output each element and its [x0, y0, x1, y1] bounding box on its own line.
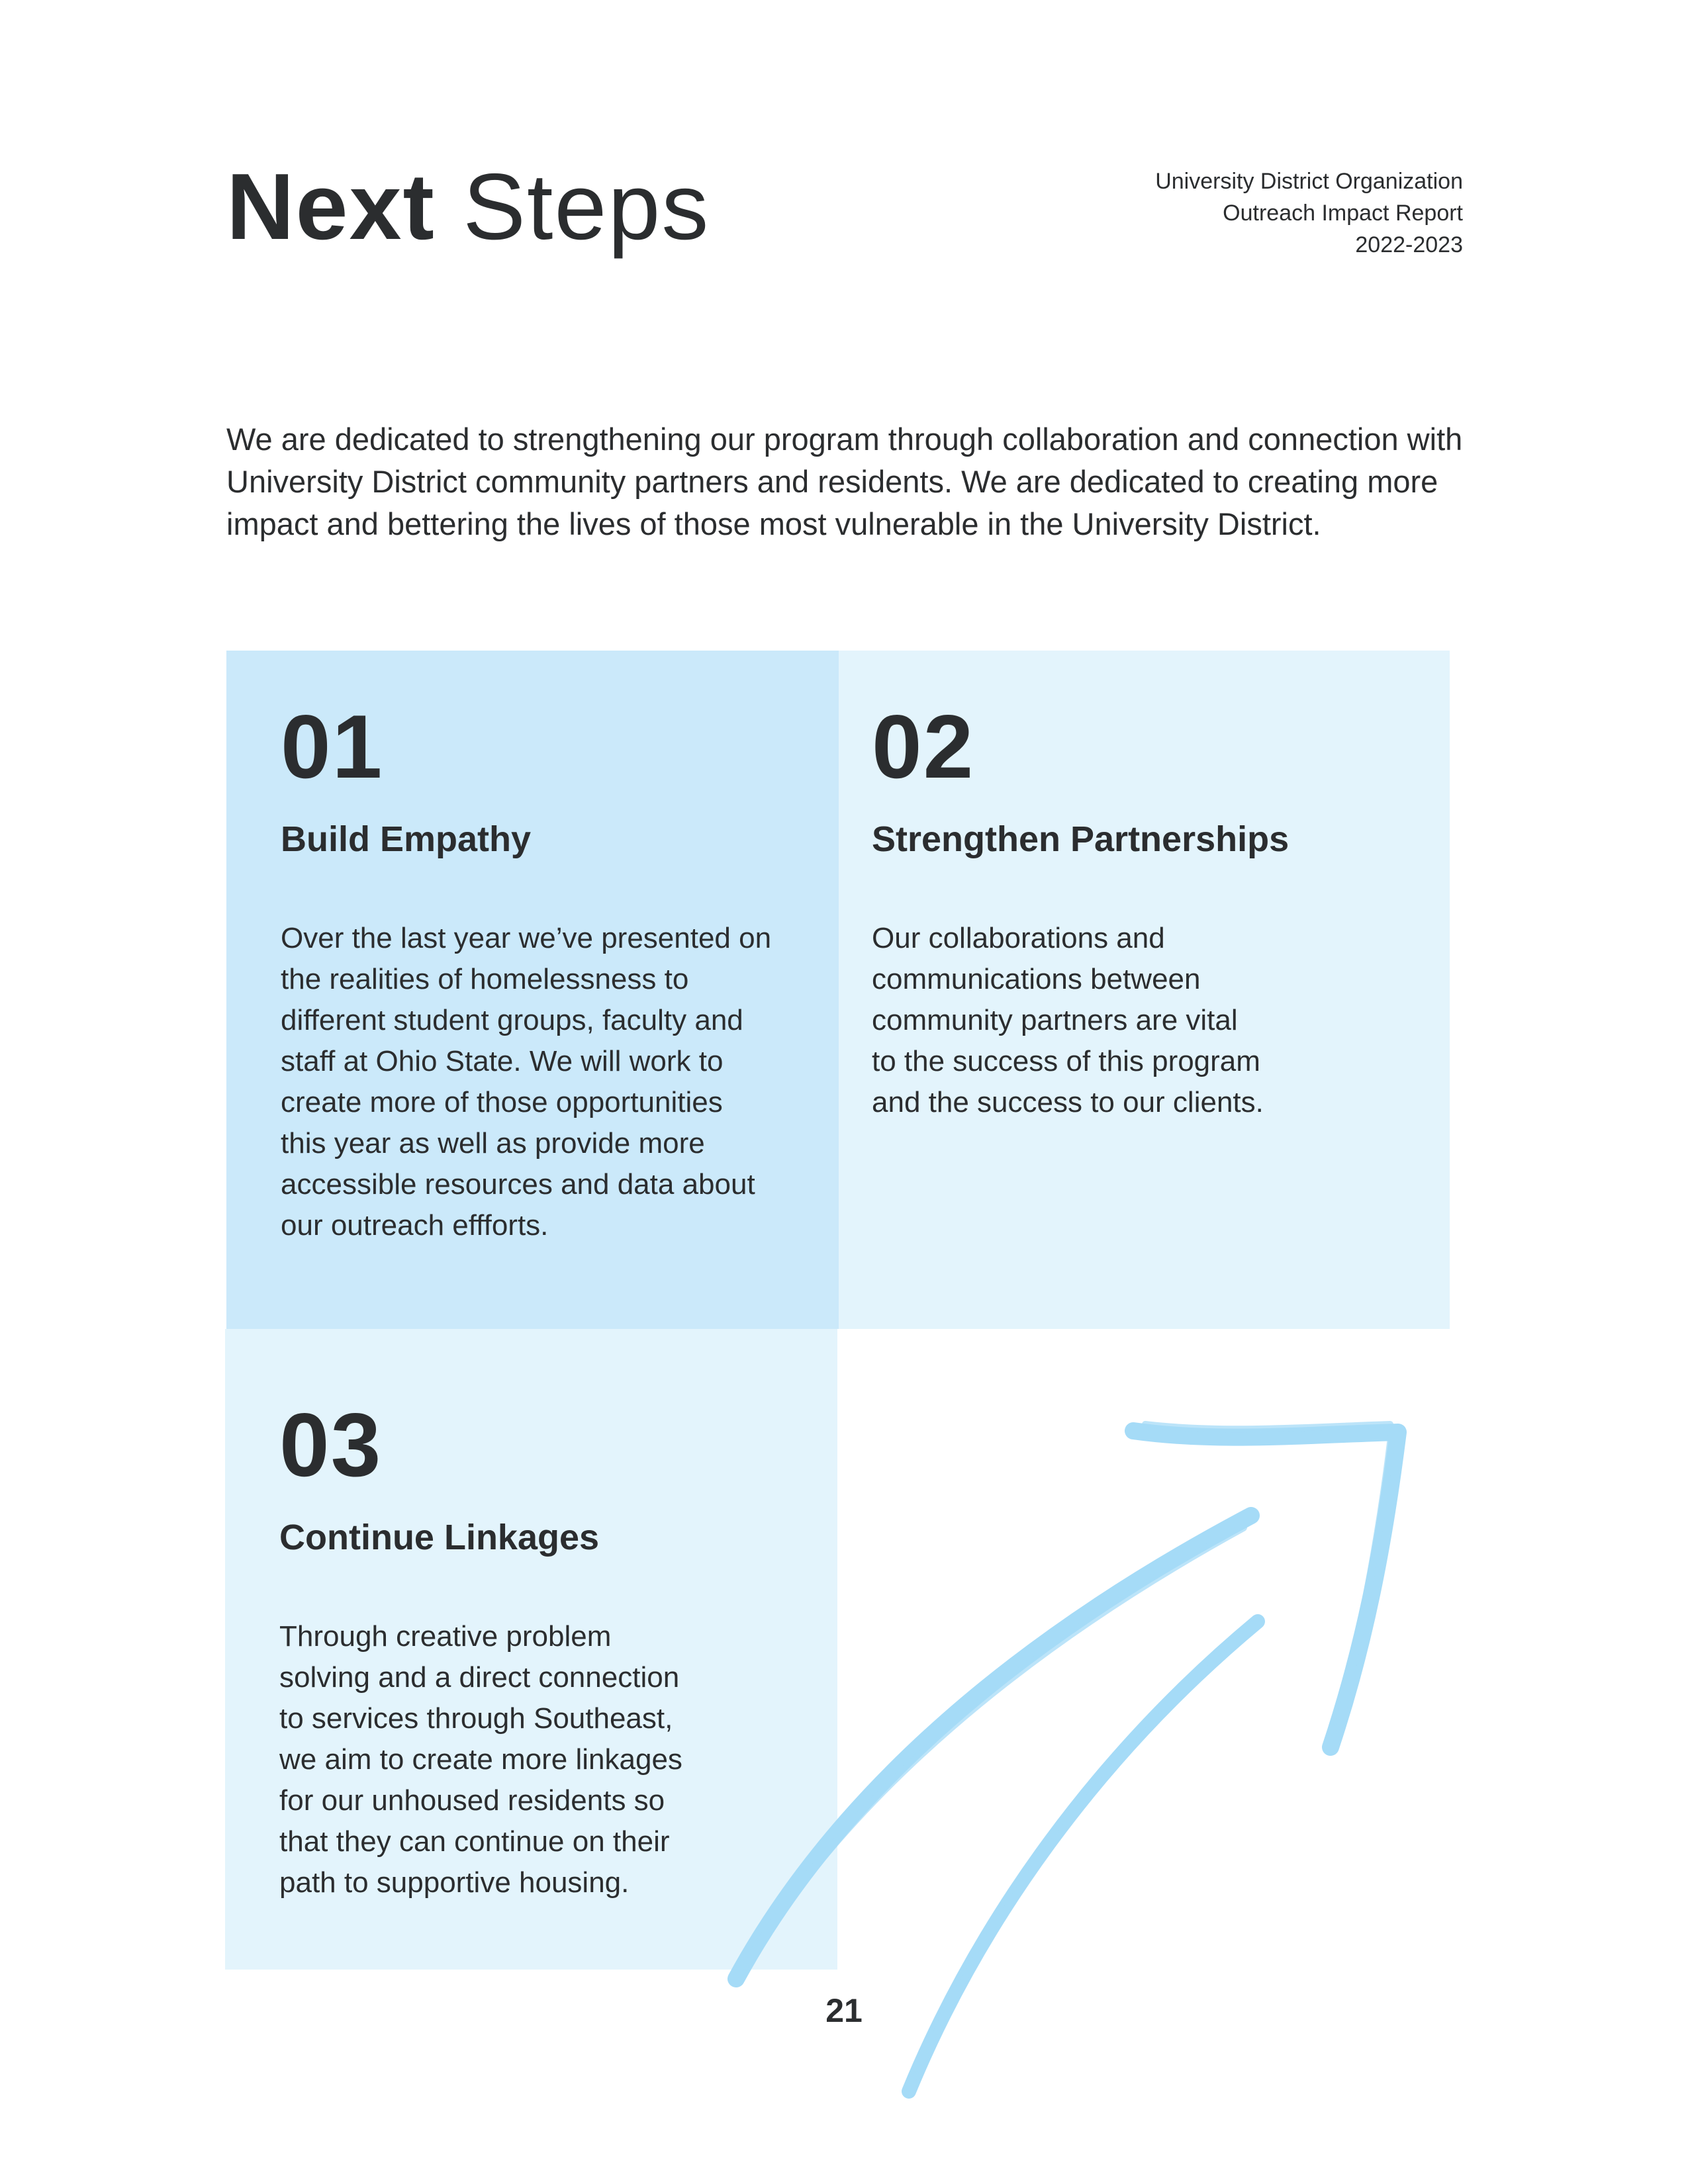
page-title-bold: Next — [226, 154, 436, 259]
step-number: 03 — [279, 1394, 383, 1495]
step-description — [279, 1616, 682, 1903]
intro-paragraph: We are dedicated to strengthening our program through collaboration and connection with University District community partners and residents. We are dedicated to creating more impact and bettering the lives of those most vulnerable in the University District. — [226, 422, 1463, 541]
report-year: 2022-2023 — [1355, 232, 1463, 257]
step-description-line: to services through Southeast, — [279, 1702, 673, 1735]
step-description-line: for our unhoused residents so — [279, 1784, 665, 1817]
step-description — [872, 918, 1264, 1123]
step-description-line: path to supportive housing. — [279, 1866, 630, 1899]
step-number: 02 — [872, 696, 975, 797]
step-description-line: we aim to create more linkages — [279, 1743, 682, 1776]
step-description — [281, 918, 771, 1246]
page-title — [226, 151, 710, 263]
step-heading: Continue Linkages — [279, 1518, 600, 1557]
step-description-line: community partners are vital — [872, 1004, 1238, 1036]
step-heading: Build Empathy — [281, 819, 532, 859]
step-description-line: accessible resources and data about — [281, 1168, 755, 1201]
step-description-line: to the success of this program — [872, 1045, 1260, 1077]
step-description-line: Over the last year we’ve presented on — [281, 922, 772, 954]
step-description-line: and the success to our clients. — [872, 1086, 1264, 1118]
step-description-line: create more of those opportunities — [281, 1086, 723, 1118]
step-description-line: different student groups, faculty and — [281, 1004, 743, 1036]
step-description-line: communications between — [872, 963, 1201, 995]
step-description-line: Through creative problem — [279, 1620, 612, 1653]
step-number: 01 — [281, 696, 384, 797]
report-meta — [1155, 165, 1463, 261]
step-description-line: solving and a direct connection — [279, 1661, 680, 1694]
step-heading: Strengthen Partnerships — [872, 819, 1289, 859]
step-description-line: our outreach effforts. — [281, 1209, 549, 1242]
report-name: Outreach Impact Report — [1223, 201, 1463, 226]
step-description-line: Our collaborations and — [872, 922, 1165, 954]
step-description-line: the realities of homelessness to — [281, 963, 689, 995]
step-card-build-empathy — [226, 651, 839, 1329]
step-description-line: this year as well as provide more — [281, 1127, 705, 1160]
step-description-line: staff at Ohio State. We will work to — [281, 1045, 724, 1077]
step-description-line: that they can continue on their — [279, 1825, 670, 1858]
report-organization: University District Organization — [1155, 169, 1463, 194]
page-title-light: Steps — [463, 154, 710, 259]
page-number: 21 — [825, 1992, 863, 2029]
step-card-strengthen-partnerships — [839, 651, 1450, 1329]
step-card-continue-linkages — [225, 1329, 837, 1970]
